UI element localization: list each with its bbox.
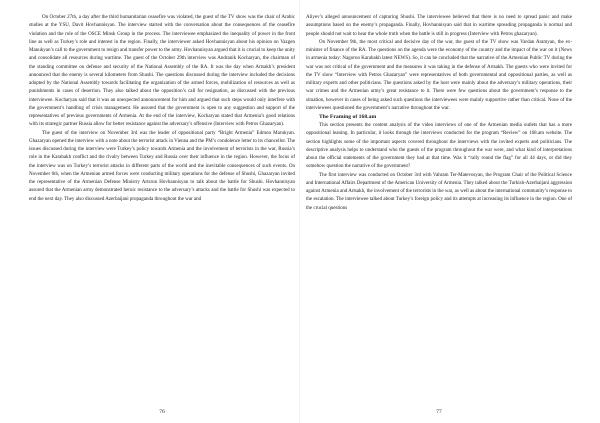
section-heading: The Framing of 168.am [319, 114, 377, 120]
paragraph: On November 9th, the most critical and decisive day of the war, the guest of the TV show was Vardan Aramyan, the ex-minister of finance of the RA. The questions on the agenda were the economy of the country and the impact of the war on it (News in armenia today: Nagorno Karabakh latest NEWS). So, it can be concluded that the narrative of the Armenian Public TV during the war was not critical of the government and the measures it was taking in the defense of Artsakh. The guests who were invited for the TV show “Interview with Petros Ghazaryan” were representatives of both governmental and oppositional parties, as well as military experts and other politicians. The questions asked by the host were mainly about the adversary’s military operations, their war crimes and the Armenian army’s great resistance to it. There were few questions about the government’s response to the situation, however in cases of being asked such questions the interviewees were mainly supportive rather than critical. None of the interviewees questioned the government’s narrative throughout the war. [306, 39, 572, 111]
page-gutter [299, 0, 300, 423]
left-page [29, 14, 295, 406]
paragraph: Aliyev’s alleged announcement of capturing Shushi. The interviewee believed that there is no need to spread panic and make assumptions based on the enemy’s propaganda. Finally, Hovhannisyan said that in wartime spreading propaganda is normal and people should not wait to hear the whole truth when the battle is still in progress (Interview with Petros ghazaryan). [306, 15, 572, 37]
right-page [306, 14, 572, 406]
page-number-left: 76 [159, 409, 165, 415]
paragraph: The first interview was conducted on October 3rd with Vahram Ter-Matevosyan, the Program Chair of the Political Science and International Affairs Department of the American University of Armenia. They talked about the Turkish-Azerbaijani aggression against Armenia and Artsakh, the involvement of the terrorists in the war, as well as about the international community’s response to the escalation. The interviewee talked about Turkey’s foreign policy and its attempts at increasing its influence in the region. One of the crucial questions [306, 172, 572, 211]
page-number-right: 77 [436, 409, 442, 415]
paragraph: The guest of the interview on November 3rd was the leader of oppositional party “Bright Armenia” Edmon Marukyan. Ghazaryan opened the interview with a note about the terrorist attack in Vienna and the PM’s condolence letter to its chancellor. The issues discussed during the interview were Turkey’s policy towards Armenia and the involvement of terrorists in the war, Russia’s role in the Karabakh conflict and the rivalry between Turkey and Russia over their influence in the region. However, the focus of the interview was on Turkey’s terrorist attacks in different parts of the world and the inevitable consequences of such events. On November 6th, when the Armenian armed forces were conducting military operations for the defense of Shushi, Ghazaryan invited the representative of the Armenian Defense Ministry Artsrun Hovhannisyan to talk about the battle for Shushi. Hovhannisyan assured that the Armenian army demonstrated heroic resistance to the adversary’s attacks and the battle for Shushi was expected to end the next day. They also discussed Azerbaijani propaganda throughout the war and [29, 130, 295, 202]
paragraph: This section presents the content analysis of the video interviews of one of the Armenian media outlets that has a more oppositional leaning. In particular, it looks through the interviews conducted for the program “Review” on 168.am website. The section highlights some of the important aspects covered throughout the interviews with the invited experts and politicians. The descriptive analysis helps to understand who the guests of the program throughout the war were, and what kind of interpretations about the official statements of the government they had at that time. Was it “rally round the flag” for all 44 days, or did they somehow question the narrative of the government? [306, 123, 572, 170]
paragraph: On October 27th, a day after the third humanitarian ceasefire was violated, the guest of the TV show was the chair of Arabic studies at the YSU, Davit Hovhannisyan. The interview started with the conversation about the consequences of the ceasefire violation and the role of the OSCE Minsk Group in the process. The interviewee emphasized the inequality of power in the front line as well as Turkey’s role and interest in the region. Finally, the interviewer asked Hovhannisyan about his opinion on Vazgen Manukyan’s call to the government to resign and transfer power to the army. Hovhannisyan argued that it is crucial to keep the unity and consolidate all resources during wartime. The guest of the October 29th interview was Andranik Kocharyan, the chairman of the standing committee on defense and security of the National Assembly of the RA. It was the day when Artsakh’s president announced that the enemy is several kilometers from Shushi. The questions discussed during the interview included the decisions adopted by the National Assembly towards facilitating the organization of the armed forces, mobilization of resources as well as punishments in cases of desertion. They also talked about the opposition’s call for resignation, as discussed with the previous interviewee. Kocharyan said that it was an unexpected announcement for him and argued that such steps would only interfere with the government’s handling of crisis management. He assured that the government is open to any suggestion and support of the representatives of previous governments of Armenia. At the end of the interview, Kocharyan stated that Armenia’s good relations with its strategic partner Russia allow for better resistance against the adversary’s offensive (Interview with Petros Ghazaryan). [29, 15, 295, 128]
